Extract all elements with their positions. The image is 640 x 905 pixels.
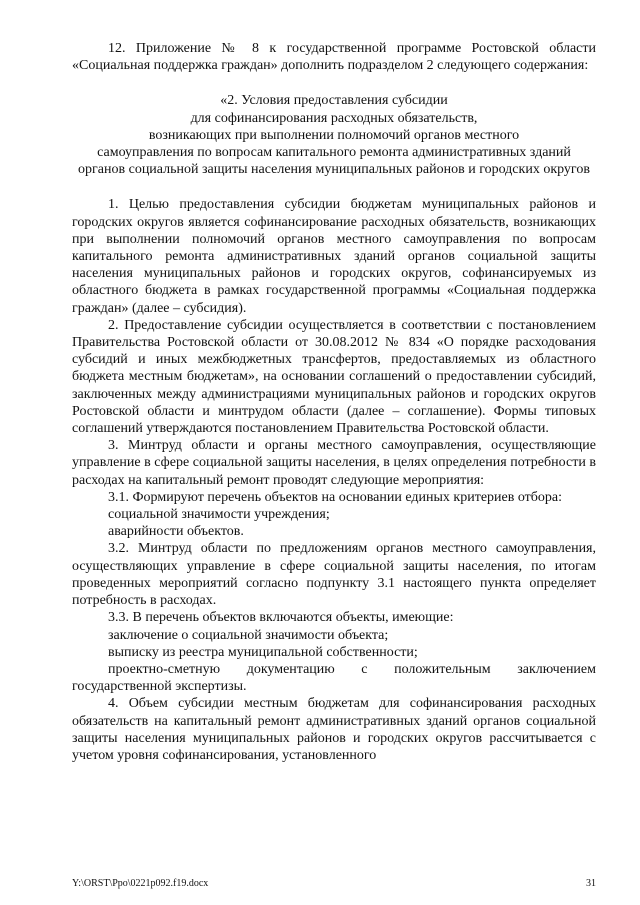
requirement-item: проектно-сметную документацию с положительным заключением государственной экспертизы. [72,661,596,695]
page-number: 31 [586,878,596,889]
section-title [72,92,596,178]
criteria-item: аварийности объектов. [108,524,244,540]
paragraph-2: 2. Предоставление субсидии осуществляется в соответствии с постановлением Правительства Ростовской области от 30.08.2012 № 834 «О порядке расходования субсидий и иных межбюджетных трансфертов, предоставляемых из областного бюджета местным бюджетам», на основании соглашений о предоставлении субсидий, заключенных между администрациями муниципальных районов и городских округов Ростовской области и минтрудом области (далее – соглашение). Формы типовых соглашений утверждаются постановлением Правительства Ростовской области. [72,317,596,437]
paragraph-1: 1. Целью предоставления субсидии бюджетам муниципальных районов и городских округов является софинансирование расходных обязательств, возникающих при выполнении полномочий органов местного самоуправления по вопросам капитального ремонта административных зданий органов социальной защиты населения муниципальных районов и городских округов, софинансируемых из областного бюджета в рамках государственной программы «Социальная поддержка граждан» (далее – субсидия). [72,197,596,316]
requirement-item: выписку из реестра муниципальной собственности; [108,644,418,660]
requirement-item: заключение о социальной значимости объекта; [108,627,389,643]
section-title-line: самоуправления по вопросам капитального ремонта административных зданий [97,145,571,161]
section-title-line: для софинансирования расходных обязательств, [190,110,478,126]
file-path: Y:\ORST\Ppo\0221p092.f19.docx [72,878,209,889]
criteria-item: социальной значимости учреждения; [108,507,330,523]
intro-paragraph: 12. Приложение № 8 к государственной программе Ростовской области «Социальная поддержка граждан» дополнить подразделом 2 следующего содержания: [72,41,596,74]
document-body [72,40,596,764]
paragraph-4: 4. Объем субсидии местным бюджетам для софинансирования расходных обязательств на капитальный ремонт административных зданий органов социальной защиты населения муниципальных районов и городских округов рассчитывается с учетом уровня софинансирования, установленного [72,696,596,763]
page-footer [72,878,596,890]
section-title-line: «2. Условия предоставления субсидии [220,93,448,109]
paragraph-3-3: 3.3. В перечень объектов включаются объекты, имеющие: [108,610,454,626]
section-title-line: органов социальной защиты населения муниципальных районов и городских округов [78,162,590,178]
paragraph-3-2: 3.2. Минтруд области по предложениям органов местного самоуправления, осуществляющих управление в сфере социальной защиты населения, по итогам проведенных мероприятий согласно подпункту 3.1 настоящего пункта определяет потребность в расходах. [72,541,596,609]
paragraph-3-1: 3.1. Формируют перечень объектов на основании единых критериев отбора: [108,489,563,505]
section-title-line: возникающих при выполнении полномочий органов местного [148,127,520,143]
paragraph-3: 3. Минтруд области и органы местного самоуправления, осуществляющие управление в сфере социальной защиты населения, в целях определения потребности в расходах на капитальный ремонт проводят следующие мероприятия: [72,438,596,488]
